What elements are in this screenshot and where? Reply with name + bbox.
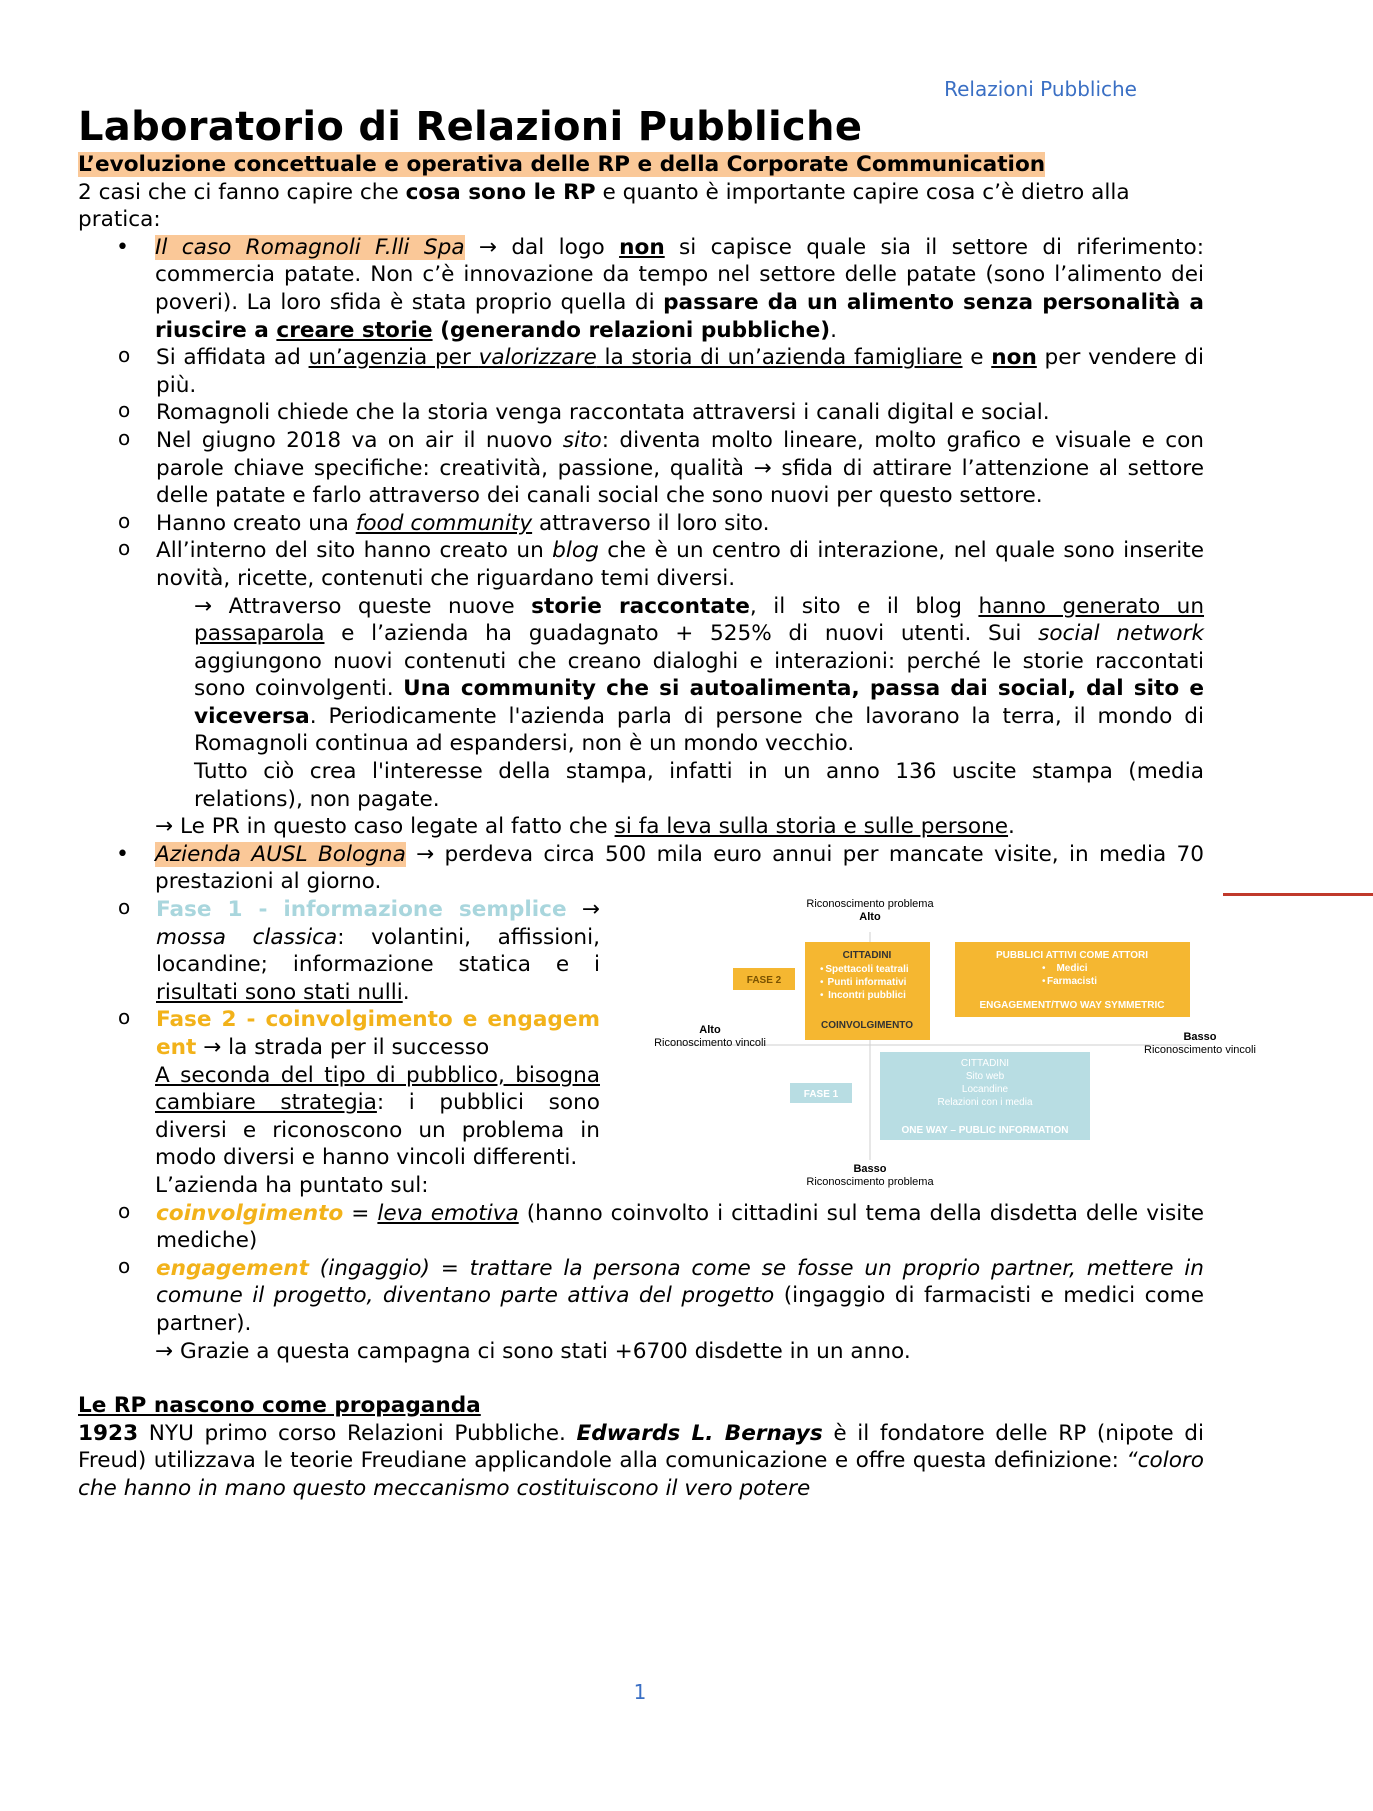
strategy-matrix-figure <box>654 890 1370 1200</box>
bullet-icon: • <box>820 990 824 1002</box>
subtitle-highlight: L’evoluzione concettuale e operativa delle RP e della Corporate Communication <box>78 152 1046 177</box>
case2-sublist <box>78 1200 1204 1338</box>
fase2-tag: FASE 2 <box>746 975 782 987</box>
box2-footer: ENGAGEMENT/TWO WAY SYMMETRIC <box>979 1000 1165 1012</box>
circle-bullet-icon: o <box>118 343 131 368</box>
red-rule <box>1223 893 1373 896</box>
box3-title: CITTADINI <box>960 1058 1010 1070</box>
circle-bullet-icon: o <box>118 536 131 561</box>
right-axis-value: Basso <box>1183 1031 1217 1044</box>
sub-text-end: attraverso il loro sito. <box>532 510 770 536</box>
sub-text: (ingaggio di farmacisti e medici come partner). <box>156 1283 1204 1336</box>
case1-bold: passare da un alimento senza personalità a riuscire a <box>155 289 1204 343</box>
sub-orange: engagement <box>156 1255 309 1281</box>
p-text-4: aggiungono nuovi contenuti che creano dialoghi e interazioni: perché le storie raccontati sono coinvolgenti. <box>194 648 1204 702</box>
circle-bullet-icon: o <box>118 1005 131 1030</box>
sub-text: All’interno del sito hanno creato un <box>156 538 553 564</box>
case1-paragraph <box>155 234 1204 344</box>
bullet-dot-icon: • <box>116 841 129 867</box>
matrix-svg <box>654 890 1310 1200</box>
p-text-5: . Periodicamente l'azienda parla di persone che lavorano la terra, il mondo di Romagnoli continua ad espandersi, non è un mondo vecchio. <box>194 703 1204 757</box>
fase2-label: Fase 2 - coinvolgimento e engagement <box>156 1007 600 1060</box>
p-underline: A seconda del tipo di pubblico, bisogna cambiare strategia <box>155 1062 600 1116</box>
bullet-icon: • <box>1042 963 1046 975</box>
case2-para1-start <box>155 1062 600 1172</box>
case1-text-2: si capisce quale sia il settore di riferimento: commercia patate. Non c’è innovazione da tempo nel settore delle patate (sono l’alimento dei poveri). La loro sfida è stata proprio quella di <box>155 234 1205 315</box>
p-bold-2: Una community che si autoalimenta, passa dai social, dal sito e viceversa <box>194 676 1205 729</box>
case1-name: Il caso Romagnoli F.lli Spa <box>155 234 465 260</box>
sub-text: Hanno creato una <box>156 510 356 536</box>
sub-text-u1: un’agenzia per <box>308 345 479 371</box>
fase1-label: Fase 1 - informazione semplice <box>156 897 567 923</box>
fase2-item <box>78 1006 600 1061</box>
fase1-arrow: → <box>566 897 600 923</box>
sub-text-end: che è un centro di interazione, nel quale sono inserite novità, ricette, contenuti che riguardano temi diversi. <box>156 538 1204 591</box>
top-axis-label: Riconoscimento problema <box>806 898 934 911</box>
page-number: 1 <box>633 1680 647 1704</box>
circle-bullet-icon: o <box>118 895 131 920</box>
bullet-icon: • <box>820 964 824 976</box>
case1-text: → dal logo <box>464 234 620 260</box>
fase-list <box>78 896 600 1062</box>
p-italic: social network <box>1038 621 1204 647</box>
case2-paragraph <box>155 841 1204 896</box>
sub-text-e: e <box>962 345 992 371</box>
page-title: Laboratorio di Relazioni Pubbliche <box>78 104 863 150</box>
circle-bullet-icon: o <box>118 398 131 423</box>
case-romagnoli <box>78 234 1204 841</box>
box3-item: Relazioni con i media <box>937 1097 1033 1109</box>
p-text: : i pubblici sono diversi e riconoscono un problema in modo diversi e hanno vincoli differenti. <box>155 1090 600 1171</box>
section-subtitle <box>78 151 1204 179</box>
case1-para1 <box>78 593 1204 759</box>
box2-item: Medici <box>1056 963 1088 975</box>
circle-bullet-icon: o <box>118 508 131 533</box>
sub-orange: coinvolgimento <box>156 1200 344 1226</box>
box1-item: Incontri pubblici <box>828 990 906 1002</box>
sub-italic: sito <box>562 427 602 453</box>
p-text: → Le PR in questo caso legate al fatto che <box>155 814 615 840</box>
circle-bullet-icon: o <box>118 1253 131 1278</box>
case1-sub-item <box>78 344 1204 399</box>
fase-column <box>78 896 600 1172</box>
main-content <box>78 151 1256 1503</box>
circle-bullet-icon: o <box>118 425 131 450</box>
box2-item: Farmacisti <box>1046 976 1098 988</box>
case1-para3 <box>155 813 1204 841</box>
running-header: Relazioni Pubbliche <box>944 77 1137 101</box>
case1-period: . <box>830 317 837 343</box>
case2-para3: → Grazie a questa campagna ci sono stati +6700 disdette in un anno. <box>155 1338 911 1364</box>
box1-item: Punti informativi <box>827 977 907 989</box>
bottom-axis-value: Basso <box>853 1163 887 1176</box>
s2-text: NYU primo corso Relazioni Pubbliche. <box>138 1420 577 1446</box>
section2-paragraph <box>78 1420 1204 1503</box>
p-bold: storie raccontate <box>531 593 750 619</box>
p-text-2: , il sito e il blog <box>749 593 979 619</box>
circle-bullet-icon: o <box>118 1198 131 1223</box>
sub-italic: blog <box>552 538 599 564</box>
box3-item: Sito web <box>965 1071 1005 1083</box>
case2-sub-item <box>78 1200 1204 1255</box>
box3-item: Locandine <box>961 1084 1009 1096</box>
case-list <box>78 234 1256 1365</box>
bullet-icon: • <box>820 977 824 989</box>
case2-para2: L’azienda ha puntato sul: <box>155 1172 429 1198</box>
sub-text-end: : diventa molto lineare, molto grafico e visuale e con parole chiave specifiche: creatività, passione, qualità → sfida di attirare l’attenzione al settore delle patate e farlo attraverso dei canali social che sono nuovi per questo settore. <box>156 427 1204 509</box>
intro-paragraph <box>78 179 1204 234</box>
sub-underline <box>309 345 963 370</box>
sub-text: Romagnoli chiede che la storia venga raccontata attraversi i canali digital e social. <box>156 400 1050 426</box>
p-underline: si fa leva sulla storia e sulle persone <box>614 814 1009 840</box>
fase2-text: → la strada per il successo <box>196 1035 490 1060</box>
section-title: Le RP nascono come propaganda <box>78 1393 481 1419</box>
case1-para2: Tutto ciò crea l'interesse della stampa, infatti in un anno 136 uscite stampa (media relations), non pagate. <box>194 759 1204 812</box>
case2-text: → perdeva circa 500 mila euro annui per mancate visite, in media 70 prestazioni al giorno. <box>155 841 1204 895</box>
fase1-italic: mossa classica <box>156 924 338 950</box>
p-underline: hanno generato un passaparola <box>194 593 1205 647</box>
p-text-end: . <box>1008 814 1015 840</box>
bullet-dot-icon: • <box>116 234 129 260</box>
sub-text: (hanno coinvolto i cittadini sul tema della disdetta delle visite mediche) <box>156 1200 1204 1254</box>
box1-item: Spettacoli teatrali <box>825 964 909 976</box>
intro-bold: cosa sono le RP <box>405 179 596 205</box>
bernays-name: Edwards L. Bernays <box>576 1420 823 1446</box>
case2-name: Azienda AUSL Bologna <box>155 841 406 867</box>
sub-italic: (ingaggio) = trattare la persona come se fosse un proprio partner, mettere in comune il progetto, diventano parte attiva del progetto <box>156 1255 1204 1309</box>
sub-italic-u: leva emotiva <box>377 1200 519 1226</box>
right-axis-label: Riconoscimento vincoli <box>1144 1044 1256 1057</box>
fase1-tag: FASE 1 <box>803 1089 839 1101</box>
box1-title: CITTADINI <box>842 950 892 962</box>
bottom-axis-label: Riconoscimento problema <box>806 1176 934 1189</box>
case1-sub-item <box>78 427 1204 510</box>
fase1-underline: risultati sono stati nulli <box>156 979 403 1005</box>
intro-text: 2 casi che ci fanno capire che <box>78 179 406 205</box>
box3-footer: ONE WAY – PUBLIC INFORMATION <box>901 1125 1069 1137</box>
intro-text-end: e quanto è importante capire cosa c’è dietro alla pratica: <box>78 179 1130 233</box>
sub-text-end: per vendere di più. <box>156 345 1204 398</box>
year-bold: 1923 <box>78 1420 139 1446</box>
sub-text: Si affidata ad <box>156 345 309 371</box>
fase1-end: . <box>402 979 410 1005</box>
case-ausl <box>78 841 1256 1365</box>
s2-text-2: è il fondatore delle RP (nipote di Freud) utilizzava le teorie Freudiane applicandole alla comunicazione e offre questa definizione: <box>78 1420 1204 1474</box>
fase1-text: : volantini, affissioni, locandine; informazione statica e i <box>156 924 600 978</box>
case1-sub-item <box>78 537 1204 592</box>
left-axis-label: Riconoscimento vincoli <box>654 1037 766 1050</box>
sub-non: non <box>991 345 1037 371</box>
s2-quote: “coloro che hanno in mano questo meccanismo costituiscono il vero potere <box>78 1448 1204 1501</box>
box1-footer: COINVOLGIMENTO <box>820 1020 914 1032</box>
sub-eq: = <box>343 1200 378 1226</box>
sub-text-u3: la storia di un’azienda famigliare <box>596 345 963 371</box>
top-axis-value: Alto <box>859 911 881 924</box>
left-axis-value: Alto <box>699 1024 721 1037</box>
box2-title: PUBBLICI ATTIVI COME ATTORI <box>995 950 1149 962</box>
p-text: → Attraverso queste nuove <box>194 593 532 619</box>
fase1-item <box>78 896 600 1006</box>
bullet-icon: • <box>1042 976 1046 988</box>
case1-bold-2: (generando relazioni pubbliche) <box>432 317 831 343</box>
case1-non: non <box>619 234 665 260</box>
case1-sub-item <box>78 510 1204 538</box>
p-text-3: e l’azienda ha guadagnato + 525% di nuovi utenti. Sui <box>324 621 1039 647</box>
case1-sublist <box>78 344 1204 592</box>
case2-sub-item <box>78 1255 1204 1338</box>
sub-italic-u: food community <box>355 510 533 536</box>
sub-text: Nel giugno 2018 va on air il nuovo <box>156 427 563 453</box>
sub-text-u2: valorizzare <box>478 345 597 371</box>
case1-sub-item <box>78 399 1204 427</box>
case1-creare-storie: creare storie <box>276 317 433 343</box>
